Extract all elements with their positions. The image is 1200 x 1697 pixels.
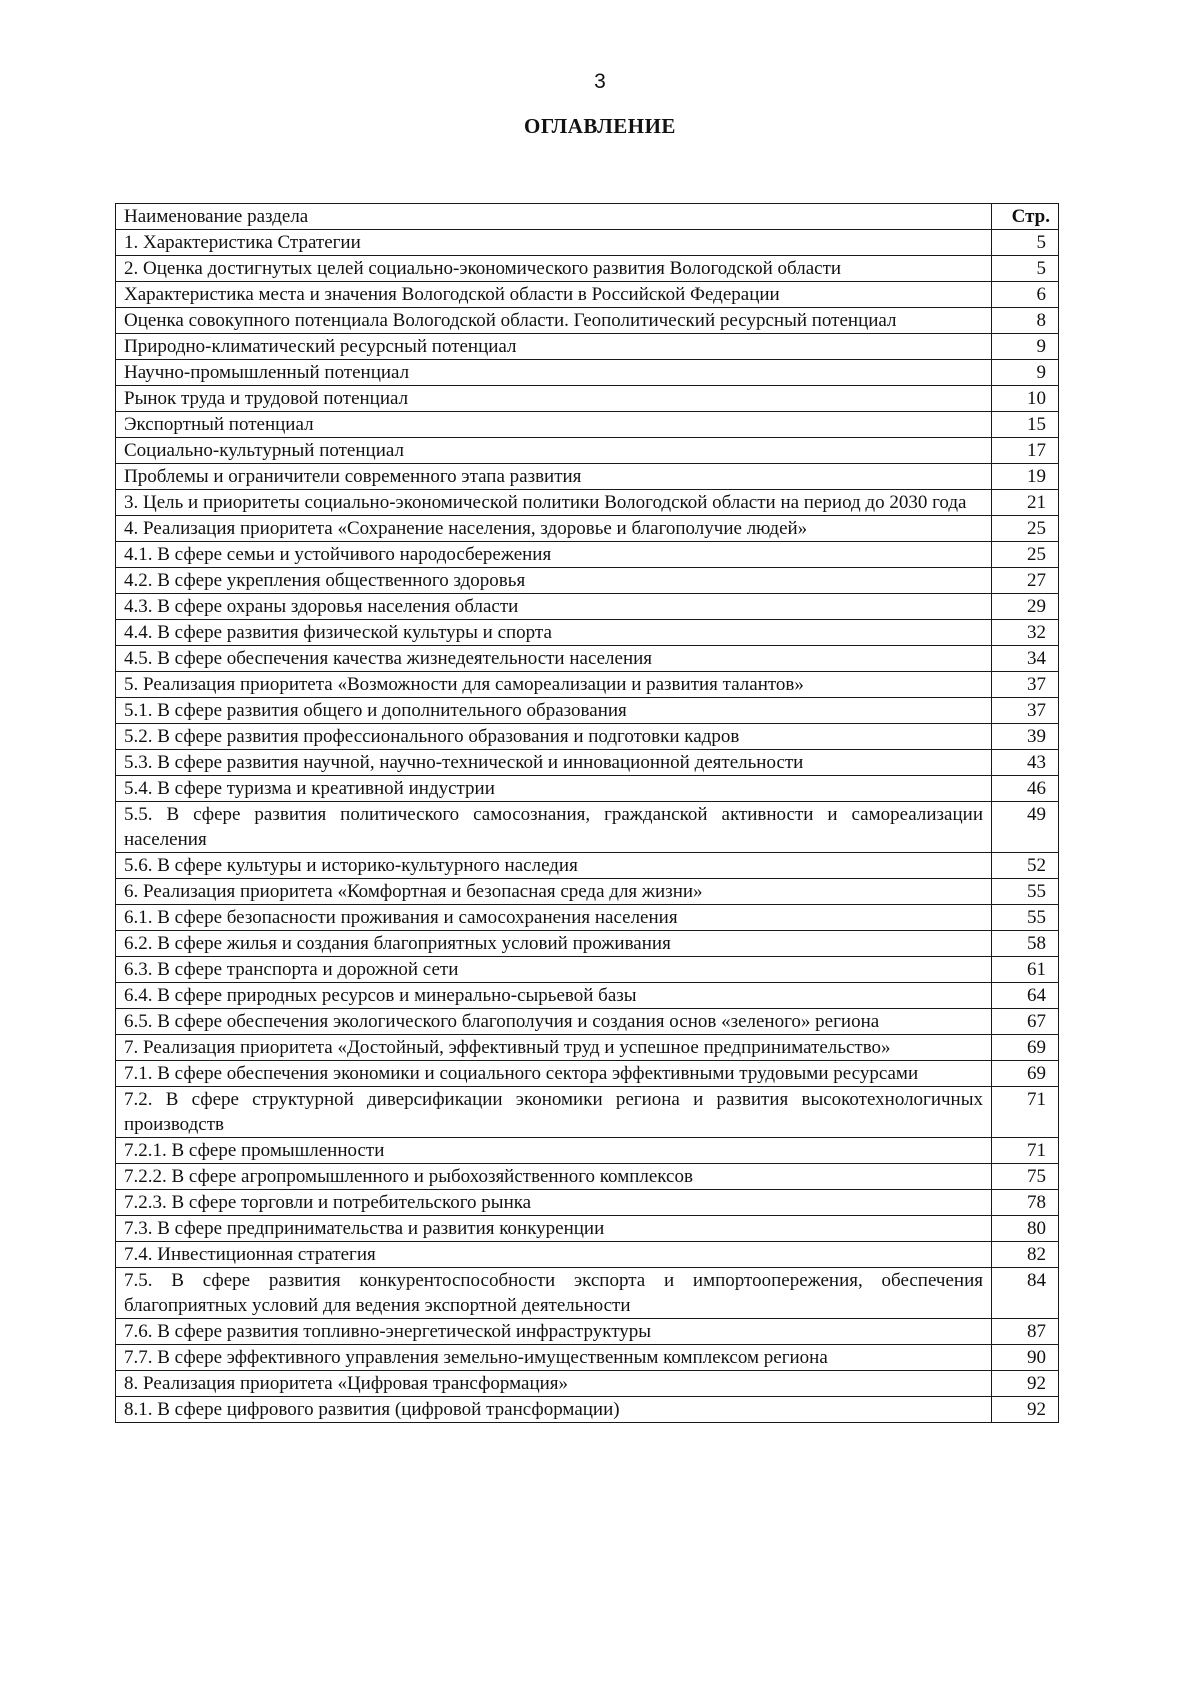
toc-row <box>116 905 1059 931</box>
toc-entry-page: 67 <box>992 1009 1059 1035</box>
toc-row <box>116 360 1059 386</box>
toc-entry-title: 7.2.1. В сфере промышленности <box>116 1138 992 1164</box>
toc-row <box>116 308 1059 334</box>
toc-entry-page: 32 <box>992 620 1059 646</box>
toc-entry-title: 7.7. В сфере эффективного управления земельно-имущественным комплексом региона <box>116 1345 992 1371</box>
toc-entry-page: 64 <box>992 983 1059 1009</box>
toc-entry-page: 25 <box>992 542 1059 568</box>
toc-entry-title: 8. Реализация приоритета «Цифровая трансформация» <box>116 1371 992 1397</box>
toc-entry-title: 1. Характеристика Стратегии <box>116 230 992 256</box>
toc-row <box>116 1319 1059 1345</box>
toc-entry-title: Оценка совокупного потенциала Вологодской области. Геополитический ресурсный потенциал <box>116 308 992 334</box>
toc-row <box>116 1216 1059 1242</box>
toc-row <box>116 646 1059 672</box>
toc-entry-title: 3. Цель и приоритеты социально-экономической политики Вологодской области на период до 2030 года <box>116 490 992 516</box>
toc-row <box>116 957 1059 983</box>
toc-entry-page: 46 <box>992 776 1059 802</box>
toc-row <box>116 931 1059 957</box>
toc-entry-page: 6 <box>992 282 1059 308</box>
toc-row <box>116 490 1059 516</box>
toc-row <box>116 334 1059 360</box>
toc-entry-page: 78 <box>992 1190 1059 1216</box>
toc-entry-page: 34 <box>992 646 1059 672</box>
toc-entry-title: 7.6. В сфере развития топливно-энергетической инфраструктуры <box>116 1319 992 1345</box>
toc-row <box>116 620 1059 646</box>
toc-row <box>116 1061 1059 1087</box>
toc-entry-title: Экспортный потенциал <box>116 412 992 438</box>
toc-entry-page: 17 <box>992 438 1059 464</box>
toc-entry-title: Проблемы и ограничители современного этапа развития <box>116 464 992 490</box>
toc-entry-page: 58 <box>992 931 1059 957</box>
toc-table <box>115 203 1059 1423</box>
toc-row <box>116 464 1059 490</box>
toc-entry-title: 4.2. В сфере укрепления общественного здоровья <box>116 568 992 594</box>
toc-entry-page: 5 <box>992 256 1059 282</box>
toc-entry-title: 6.1. В сфере безопасности проживания и самосохранения населения <box>116 905 992 931</box>
toc-entry-title: Научно-промышленный потенциал <box>116 360 992 386</box>
toc-row <box>116 1242 1059 1268</box>
toc-entry-page: 92 <box>992 1397 1059 1423</box>
toc-row <box>116 1345 1059 1371</box>
toc-row <box>116 1087 1059 1138</box>
toc-entry-page: 5 <box>992 230 1059 256</box>
toc-row <box>116 1164 1059 1190</box>
toc-header-name: Наименование раздела <box>116 204 992 230</box>
toc-row <box>116 750 1059 776</box>
toc-entry-page: 92 <box>992 1371 1059 1397</box>
toc-entry-page: 19 <box>992 464 1059 490</box>
toc-row <box>116 1190 1059 1216</box>
toc-row <box>116 386 1059 412</box>
toc-entry-page: 55 <box>992 905 1059 931</box>
toc-row <box>116 879 1059 905</box>
toc-entry-page: 71 <box>992 1138 1059 1164</box>
toc-body <box>116 230 1059 1423</box>
toc-row <box>116 853 1059 879</box>
toc-entry-title: 7.2. В сфере структурной диверсификации экономики региона и развития высокотехнологичных производств <box>116 1087 992 1138</box>
page-title: ОГЛАВЛЕНИЕ <box>524 114 676 138</box>
toc-entry-page: 55 <box>992 879 1059 905</box>
toc-entry-title: 5.5. В сфере развития политического самосознания, гражданской активности и самореализации населения <box>116 802 992 853</box>
toc-entry-page: 69 <box>992 1035 1059 1061</box>
toc-entry-title: 7.4. Инвестиционная стратегия <box>116 1242 992 1268</box>
toc-entry-page: 21 <box>992 490 1059 516</box>
toc-row <box>116 230 1059 256</box>
toc-entry-page: 87 <box>992 1319 1059 1345</box>
toc-row <box>116 698 1059 724</box>
toc-row <box>116 1371 1059 1397</box>
toc-entry-page: 29 <box>992 594 1059 620</box>
toc-row <box>116 776 1059 802</box>
toc-header-page: Стр. <box>992 204 1059 230</box>
toc-row <box>116 516 1059 542</box>
toc-entry-page: 69 <box>992 1061 1059 1087</box>
toc-entry-page: 37 <box>992 672 1059 698</box>
toc-entry-title: 6. Реализация приоритета «Комфортная и безопасная среда для жизни» <box>116 879 992 905</box>
toc-entry-title: 5.2. В сфере развития профессионального образования и подготовки кадров <box>116 724 992 750</box>
toc-entry-title: Природно-климатический ресурсный потенциал <box>116 334 992 360</box>
toc-entry-title: 4.1. В сфере семьи и устойчивого народосбережения <box>116 542 992 568</box>
toc-entry-page: 9 <box>992 360 1059 386</box>
toc-row <box>116 568 1059 594</box>
toc-entry-page: 80 <box>992 1216 1059 1242</box>
toc-row <box>116 672 1059 698</box>
toc-entry-title: Рынок труда и трудовой потенциал <box>116 386 992 412</box>
toc-row <box>116 412 1059 438</box>
toc-entry-title: 5.1. В сфере развития общего и дополнительного образования <box>116 698 992 724</box>
toc-entry-page: 15 <box>992 412 1059 438</box>
toc-entry-page: 10 <box>992 386 1059 412</box>
toc-row <box>116 1138 1059 1164</box>
toc-entry-title: 4.5. В сфере обеспечения качества жизнедеятельности населения <box>116 646 992 672</box>
toc-row <box>116 256 1059 282</box>
toc-entry-title: 6.4. В сфере природных ресурсов и минерально-сырьевой базы <box>116 983 992 1009</box>
toc-entry-page: 8 <box>992 308 1059 334</box>
toc-entry-page: 84 <box>992 1268 1059 1319</box>
toc-entry-title: Характеристика места и значения Вологодской области в Российской Федерации <box>116 282 992 308</box>
toc-entry-page: 52 <box>992 853 1059 879</box>
toc-entry-page: 71 <box>992 1087 1059 1138</box>
toc-row <box>116 1397 1059 1423</box>
toc-entry-title: 6.2. В сфере жилья и создания благоприятных условий проживания <box>116 931 992 957</box>
page-number: 3 <box>594 70 606 93</box>
toc-entry-page: 37 <box>992 698 1059 724</box>
toc-entry-page: 39 <box>992 724 1059 750</box>
toc-entry-title: 7.2.3. В сфере торговли и потребительского рынка <box>116 1190 992 1216</box>
toc-entry-page: 43 <box>992 750 1059 776</box>
toc-entry-title: 6.5. В сфере обеспечения экологического благополучия и создания основ «зеленого» региона <box>116 1009 992 1035</box>
toc-row <box>116 983 1059 1009</box>
toc-entry-title: 7.2.2. В сфере агропромышленного и рыбохозяйственного комплексов <box>116 1164 992 1190</box>
toc-entry-title: 2. Оценка достигнутых целей социально-экономического развития Вологодской области <box>116 256 992 282</box>
toc-entry-title: 6.3. В сфере транспорта и дорожной сети <box>116 957 992 983</box>
toc-entry-title: 7. Реализация приоритета «Достойный, эффективный труд и успешное предпринимательство» <box>116 1035 992 1061</box>
toc-header-row <box>116 204 1059 230</box>
toc-row <box>116 724 1059 750</box>
toc-entry-page: 90 <box>992 1345 1059 1371</box>
toc-entry-page: 25 <box>992 516 1059 542</box>
toc-entry-title: 7.3. В сфере предпринимательства и развития конкуренции <box>116 1216 992 1242</box>
toc-entry-title: 8.1. В сфере цифрового развития (цифровой трансформации) <box>116 1397 992 1423</box>
toc-row <box>116 438 1059 464</box>
toc-entry-page: 27 <box>992 568 1059 594</box>
toc-row <box>116 282 1059 308</box>
toc-entry-title: 5.4. В сфере туризма и креативной индустрии <box>116 776 992 802</box>
toc-entry-title: 5.6. В сфере культуры и историко-культурного наследия <box>116 853 992 879</box>
toc-entry-title: 4. Реализация приоритета «Сохранение населения, здоровье и благополучие людей» <box>116 516 992 542</box>
toc-row <box>116 802 1059 853</box>
toc-entry-page: 49 <box>992 802 1059 853</box>
toc-row <box>116 1035 1059 1061</box>
toc-row <box>116 594 1059 620</box>
toc-entry-page: 75 <box>992 1164 1059 1190</box>
toc-entry-title: 4.3. В сфере охраны здоровья населения области <box>116 594 992 620</box>
toc-entry-title: 5. Реализация приоритета «Возможности для самореализации и развития талантов» <box>116 672 992 698</box>
toc-entry-page: 9 <box>992 334 1059 360</box>
toc-row <box>116 1268 1059 1319</box>
toc-entry-title: 7.5. В сфере развития конкурентоспособности экспорта и импортоопережения, обеспечения благоприятных условий для ведения экспортной деятельности <box>116 1268 992 1319</box>
toc-row <box>116 542 1059 568</box>
toc-row <box>116 1009 1059 1035</box>
toc-entry-title: 7.1. В сфере обеспечения экономики и социального сектора эффективными трудовыми ресурсами <box>116 1061 992 1087</box>
toc-entry-title: Социально-культурный потенциал <box>116 438 992 464</box>
toc-entry-page: 82 <box>992 1242 1059 1268</box>
toc-entry-title: 5.3. В сфере развития научной, научно-технической и инновационной деятельности <box>116 750 992 776</box>
toc-entry-title: 4.4. В сфере развития физической культуры и спорта <box>116 620 992 646</box>
toc-entry-page: 61 <box>992 957 1059 983</box>
